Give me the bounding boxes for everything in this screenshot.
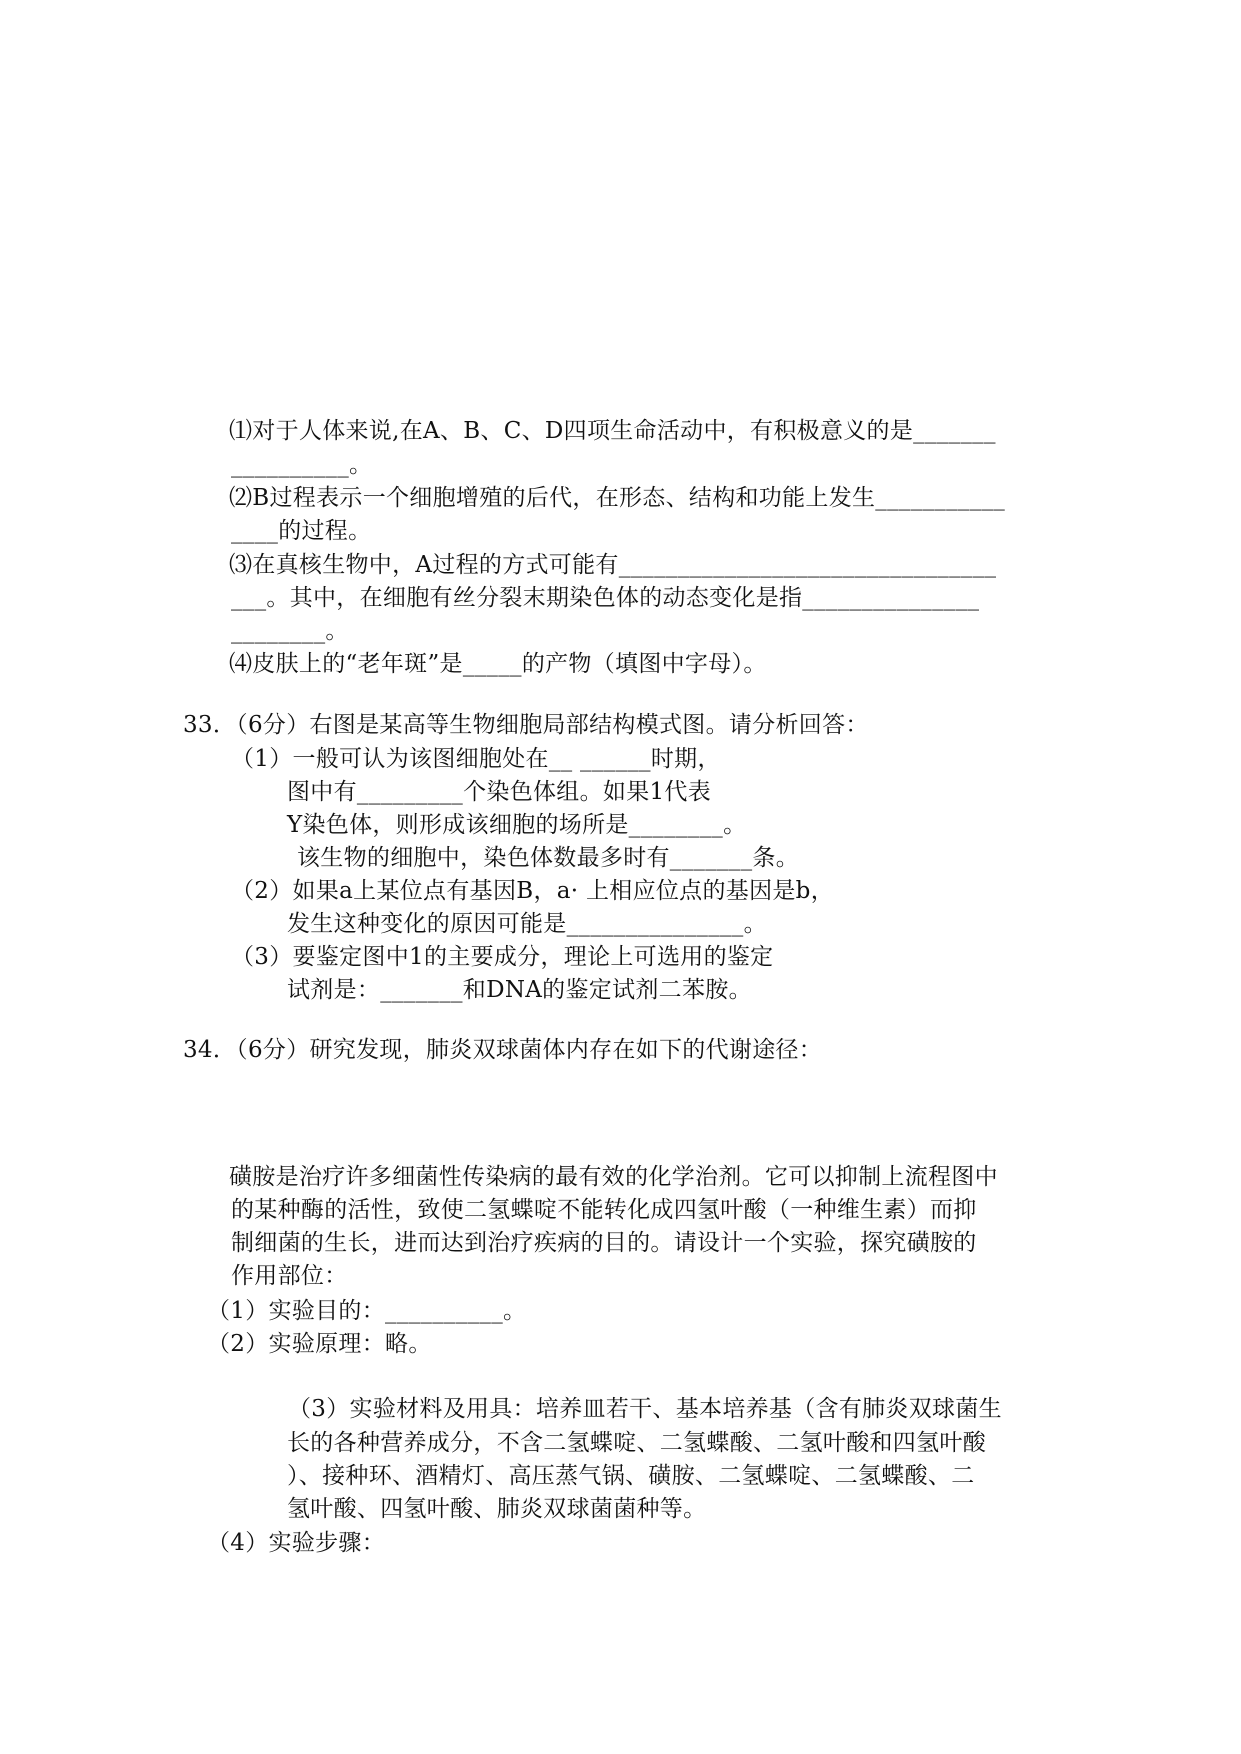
q32-part3-line3: ________。 bbox=[231, 618, 349, 644]
q32-part4: ⑷皮肤上的“老年斑”是_____的产物（填图中字母）。 bbox=[229, 651, 767, 677]
q34-step3-line2: 长的各种营养成分，不含二氢蝶啶、二氢蝶酸、二氢叶酸和四氢叶酸 bbox=[287, 1430, 986, 1456]
q34-desc-line1: 磺胺是治疗许多细菌性传染病的最有效的化学治剂。它可以抑制上流程图中 bbox=[229, 1164, 998, 1190]
q32-part3-line1: ⑶在真核生物中，A过程的方式可能有________________________________ bbox=[229, 552, 997, 578]
q34-step4: （4）实验步骤： bbox=[207, 1530, 386, 1556]
q34-step3-line3: ）、接种环、酒精灯、高压蒸气锅、磺胺、二氢蝶啶、二氢蝶酸、二 bbox=[287, 1463, 975, 1489]
q32-part2-line2: ____的过程。 bbox=[231, 518, 372, 544]
q32-part1-line2: __________。 bbox=[231, 452, 373, 478]
q33-line3: Y染色体，则形成该细胞的场所是________。 bbox=[287, 812, 747, 838]
q32-part1-line1: ⑴对于人体来说,在A、B、C、D四项生命活动中，有积极意义的是_______ bbox=[229, 418, 996, 444]
q34-desc-line4: 作用部位： bbox=[231, 1263, 348, 1289]
q34-step1: （1）实验目的：__________。 bbox=[207, 1298, 527, 1324]
q33-line4: 该生物的细胞中，染色体数最多时有_______条。 bbox=[297, 845, 799, 871]
q32-part3-line2: ___。其中，在细胞有丝分裂末期染色体的动态变化是指_______________ bbox=[231, 585, 980, 611]
q33-line8: 试剂是：_______和DNA的鉴定试剂二苯胺。 bbox=[287, 977, 752, 1003]
q34-step2: （2）实验原理：略。 bbox=[207, 1331, 432, 1357]
q33-line1: （1）一般可认为该图细胞处在__ ______时期， bbox=[231, 746, 721, 772]
q34-title: 34．（6分）研究发现，肺炎双球菌体内存在如下的代谢途径： bbox=[183, 1037, 823, 1063]
q33-line2: 图中有_________个染色体组。如果1代表 bbox=[287, 779, 712, 805]
q33-line7: （3）要鉴定图中1的主要成分，理论上可选用的鉴定 bbox=[231, 944, 774, 970]
q34-step3-line4: 氢叶酸、四氢叶酸、肺炎双球菌菌种等。 bbox=[287, 1496, 707, 1522]
q33-title: 33．（6分）右图是某高等生物细胞局部结构模式图。请分析回答： bbox=[183, 712, 869, 738]
q32-part2-line1: ⑵B过程表示一个细胞增殖的后代，在形态、结构和功能上发生___________ bbox=[229, 485, 1006, 511]
q34-desc-line2: 的某种酶的活性，致使二氢蝶啶不能转化成四氢叶酸（一种维生素）而抑 bbox=[231, 1197, 977, 1223]
q34-desc-line3: 制细菌的生长，进而达到治疗疾病的目的。请设计一个实验，探究磺胺的 bbox=[231, 1230, 977, 1256]
q34-step3-line1: （3）实验材料及用具：培养皿若干、基本培养基（含有肺炎双球菌生 bbox=[288, 1396, 1002, 1422]
q33-line5: （2）如果a上某位点有基因B，a· 上相应位点的基因是b， bbox=[231, 878, 835, 904]
q33-line6: 发生这种变化的原因可能是_______________。 bbox=[287, 911, 767, 937]
